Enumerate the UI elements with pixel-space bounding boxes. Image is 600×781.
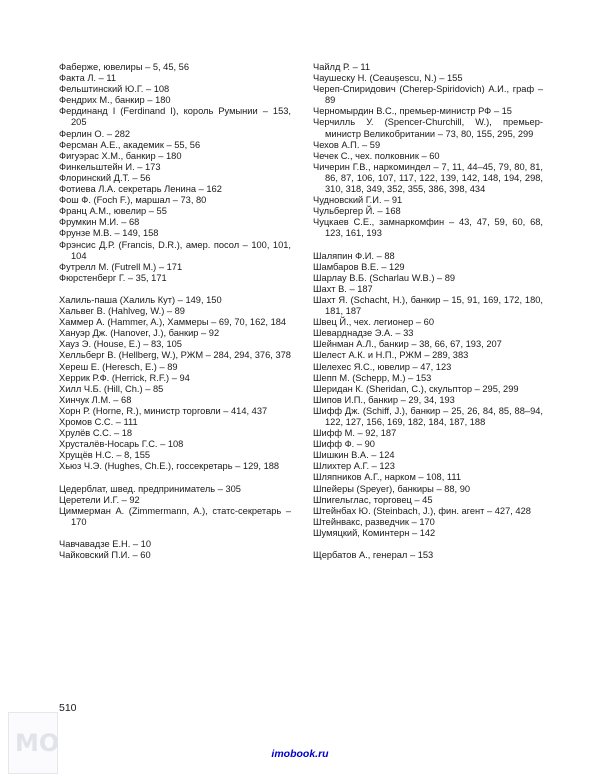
index-entry: Хелльберг В. (Hellberg, W.), РЖМ – 284, 294, 376, 378 bbox=[59, 350, 291, 361]
index-entry: Шпигельглас, торговец – 45 bbox=[313, 494, 433, 505]
section-gap bbox=[313, 240, 543, 251]
index-entry: Халиль-паша (Халиль Кут) – 149, 150 bbox=[59, 294, 222, 305]
index-entry: Шеридан К. (Sheridan, C.), скульптор – 295, 299 bbox=[313, 383, 519, 394]
index-entry: Хауз Э. (House, E.) – 83, 105 bbox=[59, 339, 182, 350]
index-entry: Чехов А.П. – 59 bbox=[313, 139, 381, 150]
index-entry: Шеварднадзе Э.А. – 33 bbox=[313, 328, 414, 339]
index-entry: Шифф М. – 92, 187 bbox=[313, 428, 397, 439]
index-entry: Щербатов А., генерал – 153 bbox=[313, 550, 434, 561]
index-entry: Шейнман А.Л., банкир – 38, 66, 67, 193, 207 bbox=[313, 339, 502, 350]
index-entry: Фрунзе М.В. – 149, 158 bbox=[59, 228, 159, 239]
index-entry: Церетели И.Г. – 92 bbox=[59, 494, 140, 505]
index-entry: Фотиева Л.А. секретарь Ленина – 162 bbox=[59, 184, 222, 195]
index-entry: Факта Л. – 11 bbox=[59, 73, 116, 84]
index-entry: Фрумкин М.И. – 68 bbox=[59, 217, 140, 228]
index-entry: Хромов С.С. – 111 bbox=[59, 417, 138, 427]
index-entry: Шаляпин Ф.И. – 88 bbox=[313, 250, 395, 261]
index-entry: Хилл Ч.Б. (Hill, Ch.) – 85 bbox=[59, 383, 164, 394]
index-entry: Чудновский Г.И. – 91 bbox=[313, 195, 403, 206]
index-entry: Шелест А.К. и Н.П., РЖМ – 289, 383 bbox=[313, 350, 469, 361]
index-entry: Черномырдин В.С., премьер-министр РФ – 15 bbox=[313, 106, 512, 117]
index-entry: Шифф Дж. (Schiff, J.), банкир – 25, 26, 84, 85, 88–94, 122, 127, 156, 169, 182, 184, 187, 188 bbox=[313, 405, 543, 427]
index-entry: Цедерблат, швед. предприниматель – 305 bbox=[59, 483, 241, 494]
index-entry: Чульбергер Й. – 168 bbox=[313, 206, 401, 217]
index-entry: Шепп М. (Schepp, M.) – 153 bbox=[313, 372, 432, 383]
index-entry: Хереш Е. (Heresch, E.) – 89 bbox=[59, 361, 178, 372]
index-entry: Шелехес Я.С., ювелир – 47, 123 bbox=[313, 361, 452, 372]
index-entry: Фрэнсис Д.Р. (Francis, D.R.), амер. посол – 100, 101, 104 bbox=[59, 239, 291, 261]
index-entry: Флоринский Д.Т. – 56 bbox=[59, 172, 151, 183]
index-entry: Шифф Ф. – 90 bbox=[313, 439, 375, 450]
site-link[interactable]: imobook.ru bbox=[271, 748, 329, 760]
index-entry: Футрелл М. (Futrell M.) – 171 bbox=[59, 261, 183, 272]
index-entry: Чавчавадзе Е.Н. – 10 bbox=[59, 539, 152, 550]
index-entry: Финкельштейн И. – 173 bbox=[59, 161, 161, 172]
index-entry: Швец Й., чех. легионер – 60 bbox=[313, 317, 434, 328]
index-entry: Ферлин О. – 282 bbox=[59, 128, 131, 139]
index-entry: Ферсман А.Е., академик – 55, 56 bbox=[59, 139, 201, 150]
index-entry: Чечек С., чех. полковник – 60 bbox=[313, 150, 440, 161]
index-entry: Фаберже, ювелиры – 5, 45, 56 bbox=[59, 62, 190, 72]
section-gap bbox=[313, 539, 543, 550]
index-entry: Штейнвакс, разведчик – 170 bbox=[313, 516, 435, 527]
index-entry: Фердинанд I (Ferdinand I), король Румынии – 153, 205 bbox=[59, 106, 291, 128]
page-number: 510 bbox=[59, 702, 77, 714]
index-entry: Чаушеску Н. (Ceaușescu, N.) – 155 bbox=[313, 73, 463, 84]
watermark-letters: MO bbox=[15, 729, 60, 757]
index-entry: Шумяцкий, Коминтерн – 142 bbox=[313, 527, 436, 538]
index-entry: Шахт В. – 187 bbox=[313, 283, 373, 294]
index-entry: Хаммер А. (Hammer, A.), Хаммеры – 69, 70, 162, 184 bbox=[59, 317, 287, 328]
index-entry: Шляпников А.Г., нарком – 108, 111 bbox=[313, 472, 461, 483]
index-entry: Шамбаров В.Е. – 129 bbox=[313, 261, 405, 272]
index-entry: Фендрих М., банкир – 180 bbox=[59, 95, 171, 106]
section-gap bbox=[59, 284, 291, 295]
index-entry: Шипов И.П., банкир – 29, 34, 193 bbox=[313, 394, 455, 405]
watermark-logo bbox=[8, 712, 58, 774]
index-entry: Шишкин В.А. – 124 bbox=[313, 450, 395, 461]
index-entry: Шлихтер А.Г. – 123 bbox=[313, 461, 395, 472]
index-entry: Фюрстенберг Г. – 35, 171 bbox=[59, 272, 167, 283]
index-column-right bbox=[313, 62, 543, 561]
index-entry: Херрик Р.Ф. (Herrick, R.F.) – 94 bbox=[59, 372, 190, 383]
index-entry: Хьюз Ч.Э. (Hughes, Ch.E.), госсекретарь – 129, 188 bbox=[59, 461, 280, 472]
index-entry: Хрусталёв-Носарь Г.С. – 108 bbox=[59, 439, 184, 450]
index-entry: Шарлау В.Б. (Scharlau W.B.) – 89 bbox=[313, 272, 456, 283]
section-gap bbox=[59, 528, 291, 539]
index-entry: Хрущёв Н.С. – 8, 155 bbox=[59, 450, 151, 461]
index-entry: Шахт Я. (Schacht, H.), банкир – 15, 91, 169, 172, 180, 181, 187 bbox=[313, 294, 543, 317]
index-entry: Фельштинский Ю.Г. – 108 bbox=[59, 84, 170, 95]
index-entry: Циммерман А. (Zimmermann, A.), статс-секретарь – 170 bbox=[59, 505, 291, 527]
index-entry: Шпейеры (Speyer), банкиры – 88, 90 bbox=[313, 483, 471, 494]
index-entry: Хорн Р. (Horne, R.), министр торговли – 414, 437 bbox=[59, 405, 268, 416]
index-entry: Штейнбах Ю. (Steinbach, J.), фин. агент – 427, 428 bbox=[313, 505, 531, 516]
index-entry: Хрулёв С.С. – 18 bbox=[59, 428, 133, 439]
index-entry: Черчилль У. (Spencer-Churchill, W.), премьер-министр Великобритании – 73, 80, 155, 295, 299 bbox=[313, 117, 543, 139]
section-gap bbox=[59, 472, 291, 483]
index-entry: Чуцкаев С.Е., замнаркомфин – 43, 47, 59, 60, 68, 123, 161, 193 bbox=[313, 217, 543, 239]
index-entry: Фигуэрас Х.М., банкир – 180 bbox=[59, 150, 182, 161]
index-entry: Чайковский П.И. – 60 bbox=[59, 550, 151, 561]
index-entry: Чайлд Р. – 11 bbox=[313, 62, 371, 72]
index-entry: Чичерин Г.В., наркоминдел – 7, 11, 44–45, 79, 80, 81, 86, 87, 106, 107, 117, 122, 139, 142, 148, 194, 298, 310, 318, 349, 352, 355, 386, 398, 434 bbox=[313, 161, 543, 195]
index-column-left bbox=[59, 62, 291, 561]
index-entry: Фош Ф. (Foch F.), маршал – 73, 80 bbox=[59, 195, 207, 206]
index-entry: Франц А.М., ювелир – 55 bbox=[59, 206, 167, 217]
index-entry: Череп-Спиридович (Cherep-Spiridovich) А.И., граф – 89 bbox=[313, 84, 543, 106]
index-entry: Хануэр Дж. (Hanover, J.), банкир – 92 bbox=[59, 328, 220, 339]
index-entry: Хальвег В. (Hahlveg, W.) – 89 bbox=[59, 306, 185, 317]
index-entry: Хинчук Л.М. – 68 bbox=[59, 394, 132, 405]
